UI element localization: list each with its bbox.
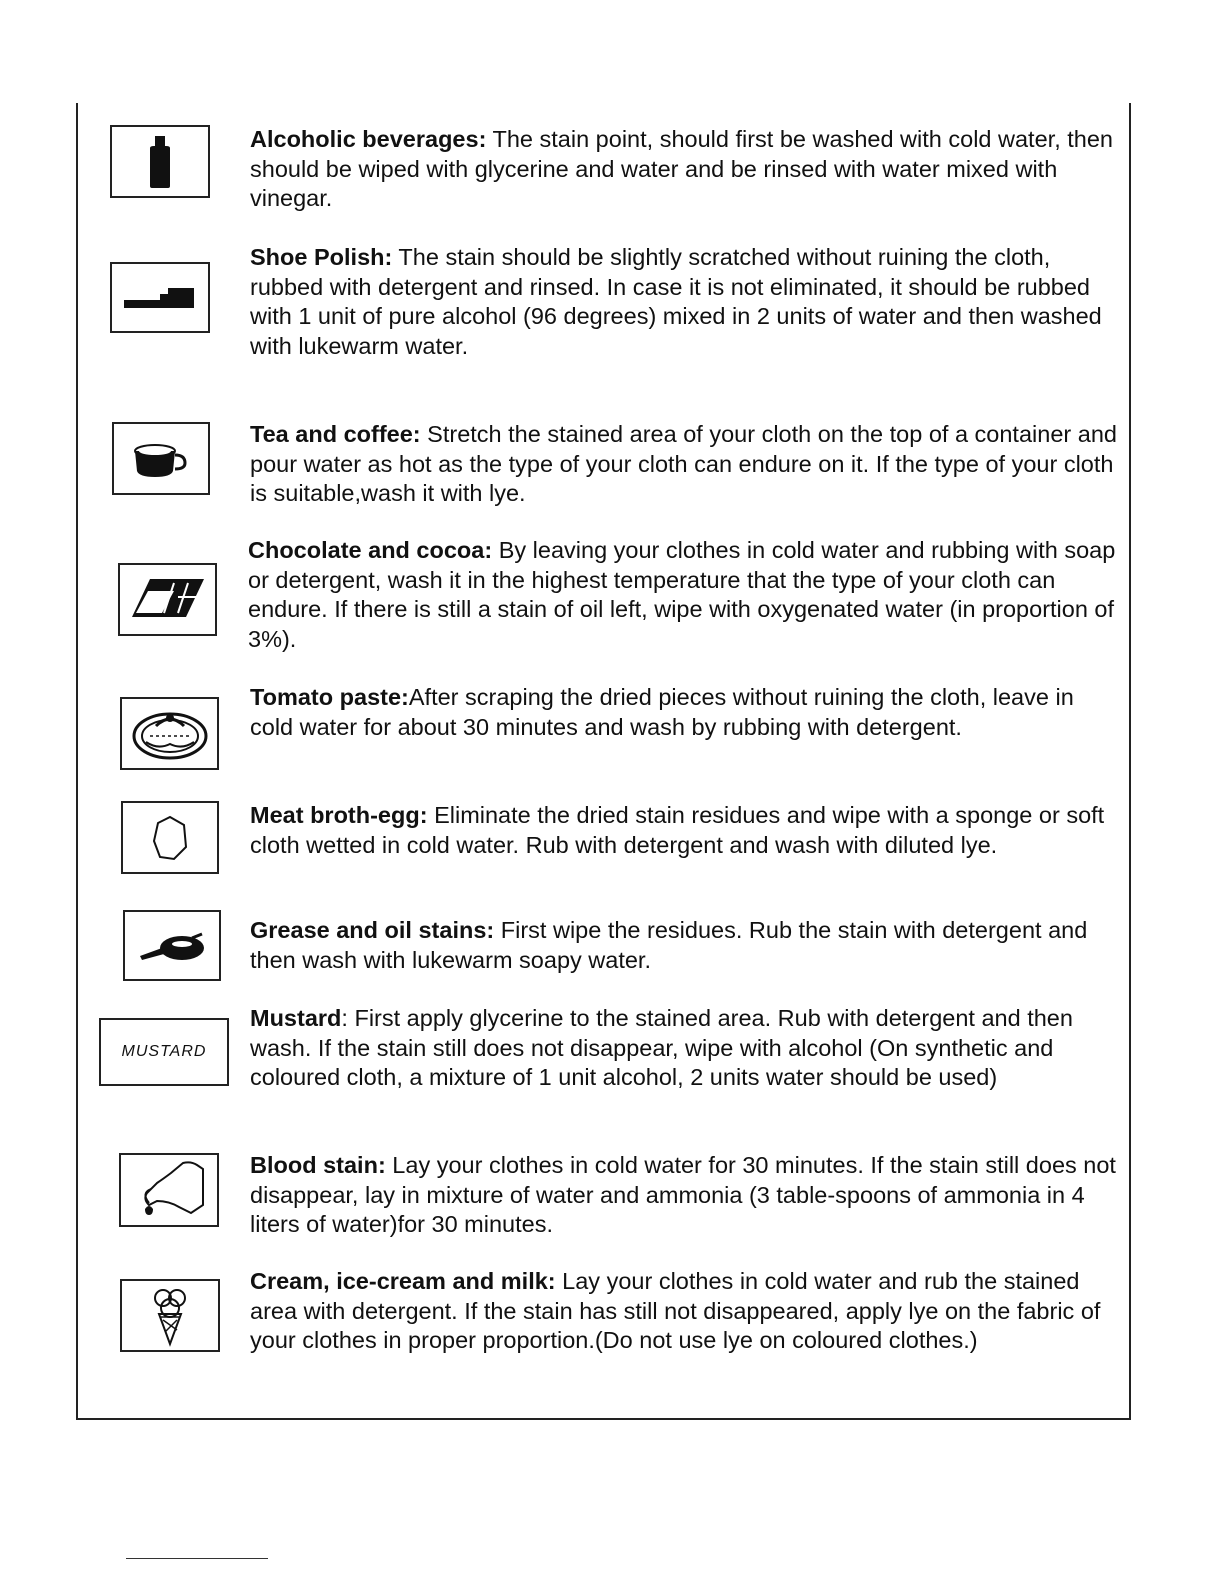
stain-title: Grease and oil stains: xyxy=(250,917,495,943)
stain-body: Eliminate the dried stain residues and wipe with a sponge or soft cloth wetted in cold water. Rub with detergent and wash with diluted lye. xyxy=(250,802,1105,858)
blood-drop-icon xyxy=(119,1153,219,1227)
stain-text xyxy=(250,1004,1120,1093)
stain-text xyxy=(250,1267,1120,1356)
stain-body: Lay your clothes in cold water for 30 minutes. If the stain still does not disappear, lay in mixture of water and ammonia (3 table-spoons of ammonia in 4 liters of water)for 30 minutes. xyxy=(250,1152,1116,1237)
shoe-polish-icon xyxy=(110,262,210,333)
bottle-icon xyxy=(110,125,210,198)
stain-body: The stain should be slightly scratched without ruining the cloth, rubbed with detergent and rinsed. In case it is not eliminated, it should be rubbed with 1 unit of pure alcohol (96 degrees) mixed in 2 units of water and then washed with lukewarm water. xyxy=(250,244,1102,359)
egg-icon xyxy=(121,801,219,874)
stain-body: First wipe the residues. Rub the stain with detergent and then wash with lukewarm soapy water. xyxy=(250,917,1088,973)
stain-title: Shoe Polish: xyxy=(250,244,393,270)
stain-guide-frame xyxy=(76,103,1131,1420)
stain-title: Blood stain: xyxy=(250,1152,386,1178)
chocolate-bar-icon xyxy=(118,563,217,636)
stain-title: Meat broth-egg: xyxy=(250,802,428,828)
stain-text xyxy=(250,420,1120,509)
stain-title: Tomato paste: xyxy=(250,684,409,710)
ice-cream-icon xyxy=(120,1279,220,1352)
stain-title: Chocolate and cocoa: xyxy=(248,537,493,563)
stain-text xyxy=(250,1151,1120,1240)
stain-title: Mustard xyxy=(250,1005,342,1031)
stain-body: After scraping the dried pieces without ruining the cloth, leave in cold water for about 30 minutes and wash by rubbing with detergent. xyxy=(250,684,1074,740)
oil-can-icon xyxy=(123,910,221,981)
tomato-paste-icon xyxy=(120,697,219,770)
stain-title: Tea and coffee: xyxy=(250,421,421,447)
stain-title: Cream, ice-cream and milk: xyxy=(250,1268,556,1294)
stain-title: Alcoholic beverages: xyxy=(250,126,487,152)
stain-text xyxy=(250,243,1120,361)
teacup-icon xyxy=(112,422,210,495)
stain-body: By leaving your clothes in cold water and rubbing with soap or detergent, wash it in the highest temperature that the type of your cloth can endure. If there is still a stain of oil left, wipe with oxygenated water (in proportion of 3%). xyxy=(248,537,1116,652)
stain-body: Lay your clothes in cold water and rub the stained area with detergent. If the stain has still not disappeared, apply lye on the fabric of your clothes in proper proportion.(Do not use lye on coloured clothes.) xyxy=(250,1268,1101,1353)
stain-body: Stretch the stained area of your cloth on the top of a container and pour water as hot as the type of your cloth can endure on it. If the type of your cloth is suitable,wash it with lye. xyxy=(250,421,1117,506)
mustard-label-text: MUSTARD xyxy=(121,1043,207,1060)
footnote-separator xyxy=(126,1558,268,1559)
mustard-label-icon xyxy=(99,1018,229,1086)
stain-text xyxy=(248,536,1118,654)
stain-text xyxy=(250,801,1120,860)
stain-text xyxy=(250,916,1120,975)
stain-text xyxy=(250,683,1120,742)
stain-body: : First apply glycerine to the stained area. Rub with detergent and then wash. If the stain still does not disappear, wipe with alcohol (On synthetic and coloured cloth, a mixture of 1 unit alcohol, 2 units water should be used) xyxy=(250,1005,1073,1090)
stain-body: The stain point, should first be washed with cold water, then should be wiped with glycerine and water and be rinsed with water mixed with vinegar. xyxy=(250,126,1113,211)
stain-text xyxy=(250,125,1120,214)
